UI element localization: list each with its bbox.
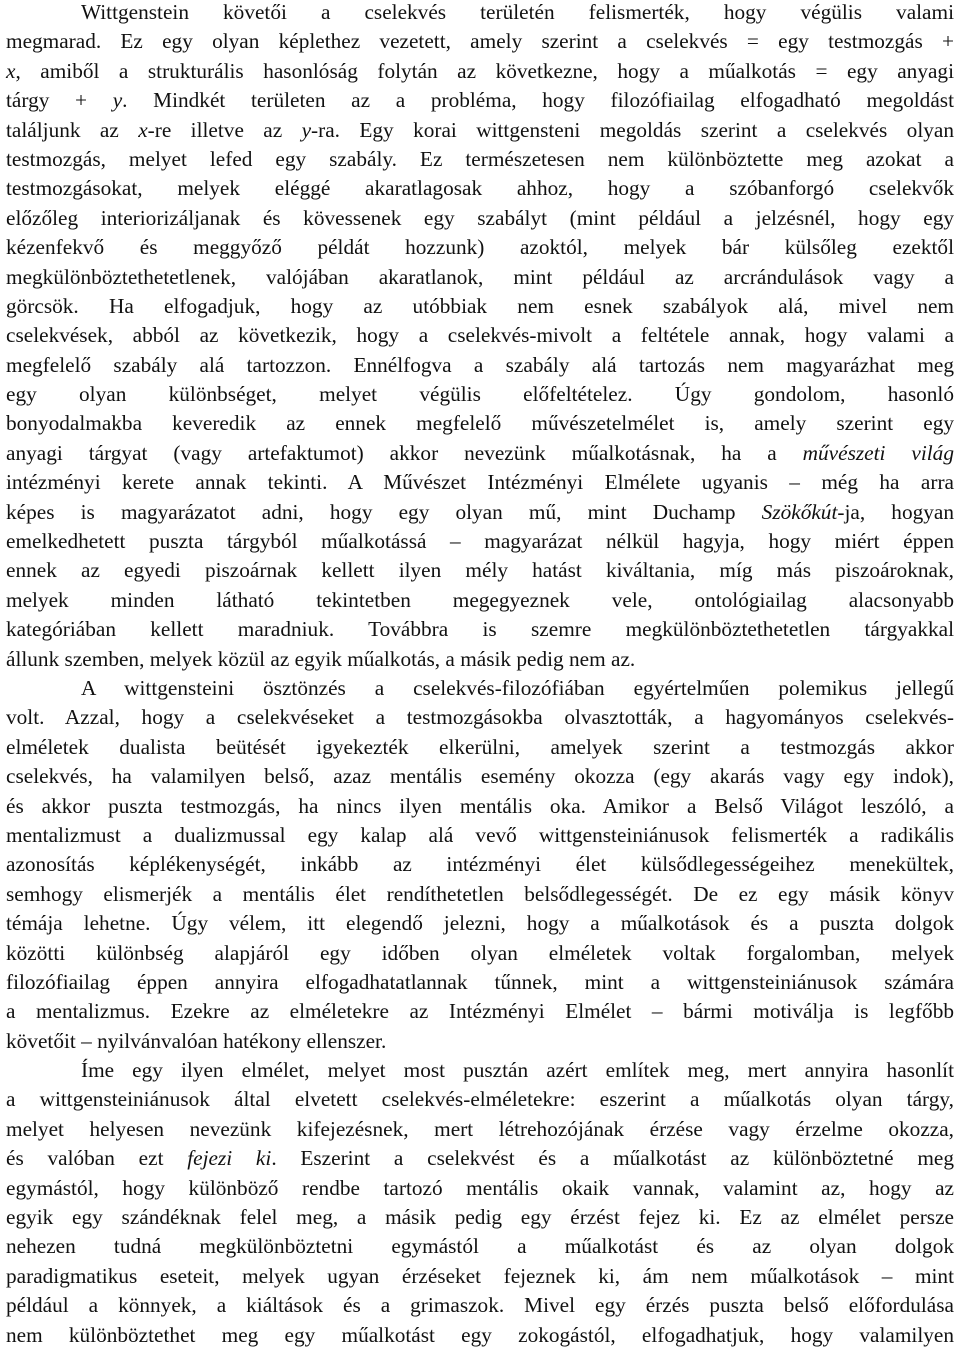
text-line: testmozgás, melyet lefed egy szabály. Ez természetesen nem különböztette meg azokat a (6, 146, 954, 171)
text-line: emelkedhetett puszta tárgyból műalkotássá – magyarázat nélkül hagyja, hogy miért éppen (6, 529, 954, 554)
text-line: A wittgensteini ösztönzés a cselekvés-filozófiában egyértelműen polemikus jellegű (81, 675, 954, 700)
text-line: közötti különbség alapjáról egy időben olyan elméletek voltak forgalomban, melyek (6, 940, 954, 965)
text-line: nem különböztethet meg egy műalkotást egy zokogástól, elfogadhatjuk, hogy valamilyen (6, 1322, 954, 1347)
text-line: találjunk az x-re illetve az y-ra. Egy korai wittgensteni megoldás szerint a cselekvés olyan (6, 117, 954, 142)
text-line: mentalizmust a dualizmussal egy kalap alá vevő wittgensteiniánusok felismerték a radikális (6, 822, 954, 847)
text-line: bonyodalmakba keveredik az ennek megfelelő művészetelmélet is, amely szerint egy (6, 411, 954, 436)
text-line: cselekvések, abból az következik, hogy a cselekvés-mivolt a feltétele annak, hogy valami a (6, 323, 954, 348)
text-line: ennek az egyedi piszoárnak kellett ilyen mély hatást kiváltania, míg más piszoároknak, (6, 558, 954, 583)
document-page (6, 0, 954, 1350)
text-line: kézenfekvő és meggyőző példát hozzunk) azoktól, melyek bár külsőleg ezektől (6, 235, 954, 260)
text-line: semhogy elismerjék a mentális élet rendíthetetlen belsődlegességét. De ez egy másik könyv (6, 881, 954, 906)
text-line: Íme egy ilyen elmélet, melyet most pusztán azért említek meg, mert annyira hasonlít (81, 1058, 954, 1083)
text-line: melyek minden látható tekintetben megegyeznek vele, ontológiailag alacsonyabb (6, 587, 954, 612)
text-line: például a könnyek, a kiáltások és a grimaszok. Mivel egy érzés puszta belső előfordulása (6, 1293, 954, 1318)
text-line: előzőleg interiorizáljanak és kövessenek egy szabályt (mint például a jelzésnél, hogy egy (6, 205, 954, 230)
text-line: és valóban ezt fejezi ki. Eszerint a cselekvést és a műalkotást az különböztetné meg (6, 1146, 955, 1171)
text-line: egyik egy szándéknak felel meg, a másik pedig egy érzést fejez ki. Ez az elmélet persze (6, 1205, 954, 1230)
text-line: megfelelő szabály alá tartozzon. Ennélfogva a szabály alá tartozás nem magyarázhat meg (6, 352, 954, 377)
text-line: elméletek dualista beütését igyekezték elkerülni, amelyek szerint a testmozgás akkor (6, 734, 954, 759)
text-line: egymástól, hogy különböző rendbe tartozó mentális okaik vannak, valamint az, hogy az (6, 1175, 954, 1200)
text-line: és akkor puszta testmozgás, ha nincs ilyen mentális oka. Amikor a Belső Világot leszóló, a (6, 793, 954, 818)
text-line: megkülönböztethetetlenek, valójában akaratlanok, mint például az arcrándulások vagy a (6, 264, 954, 289)
text-line: anyagi tárgyat (vagy artefaktumot) akkor nevezünk műalkotásnak, ha a művészeti világ (6, 440, 954, 465)
text-line: paradigmatikus eseteit, melyek ugyan érzéseket fejeznek ki, ám nem műalkotások – mint (6, 1263, 954, 1288)
paragraph (6, 674, 954, 1056)
text-line: a wittgensteiniánusok által elvetett cselekvés-elméletekre: eszerint a műalkotás olyan tárgy, (6, 1087, 954, 1112)
text-line: x, amiből a strukturális hasonlóság folytán az következne, hogy a műalkotás = egy anyagi (6, 58, 954, 83)
text-line: kategóriában kellett maradniuk. Továbbra is szemre megkülönböztethetetlen tárgyakkal (6, 617, 954, 642)
text-line: nehezen tudná megkülönböztetni egymástól a műalkotást és az olyan dolgok (6, 1234, 954, 1259)
text-line: megmarad. Ez egy olyan képlethez vezetett, amely szerint a cselekvés = egy testmozgás + (6, 29, 954, 54)
text-line: a mentalizmus. Ezekre az elméletekre az Intézményi Elmélet – bármi motiválja is legfőbb (6, 999, 954, 1024)
text-line: egy olyan különbséget, melyet végülis előfeltételez. Úgy gondolom, hasonló (6, 382, 954, 407)
text-line: képes is magyarázatot adni, hogy egy olyan mű, mint Duchamp Szökőkút-ja, hogyan (6, 499, 954, 524)
text-line: melyet helyesen nevezünk kifejezésnek, mert létrehozójának érzése vagy érzelme okozza, (6, 1116, 954, 1141)
text-line: cselekvés, ha valamilyen belső, azaz mentális esemény okozza (egy akarás vagy egy indok), (6, 764, 954, 789)
text-line: állunk szemben, melyek közül az egyik műalkotás, a másik pedig nem az. (6, 646, 636, 671)
text-line: Wittgenstein követői a cselekvés területén felismerték, hogy végülis valami (81, 0, 954, 24)
text-line: követőit – nyilvánvalóan hatékony ellenszer. (6, 1028, 387, 1053)
text-line: témája lehetne. Úgy vélem, itt elegendő jelezni, hogy a műalkotások és a puszta dolgok (6, 911, 954, 936)
text-line: görcsök. Ha elfogadjuk, hogy az utóbbiak nem esnek szabályok alá, mivel nem (6, 293, 954, 318)
text-line: tárgy + y. Mindkét területen az a probléma, hogy filozófiailag elfogadható megoldást (6, 88, 954, 113)
text-line: filozófiailag éppen annyira elfogadhatatlannak tűnnek, mint a wittgensteiniánusok számára (6, 969, 954, 994)
paragraph (6, 1056, 954, 1350)
text-line: volt. Azzal, hogy a cselekvéseket a testmozgásokba olvasztották, a hagyományos cselekvés- (6, 705, 954, 730)
paragraph (6, 0, 954, 674)
text-line: testmozgásokat, melyek eléggé akaratlagosak ahhoz, hogy a szóbanforgó cselekvők (6, 176, 954, 201)
text-line: azonosítás képlékenységét, inkább az intézményi élet külsődlegességeihez menekültek, (6, 852, 954, 877)
text-line: intézményi kerete annak tekinti. A Művészet Intézményi Elmélete ugyanis – még ha arra (6, 470, 954, 495)
